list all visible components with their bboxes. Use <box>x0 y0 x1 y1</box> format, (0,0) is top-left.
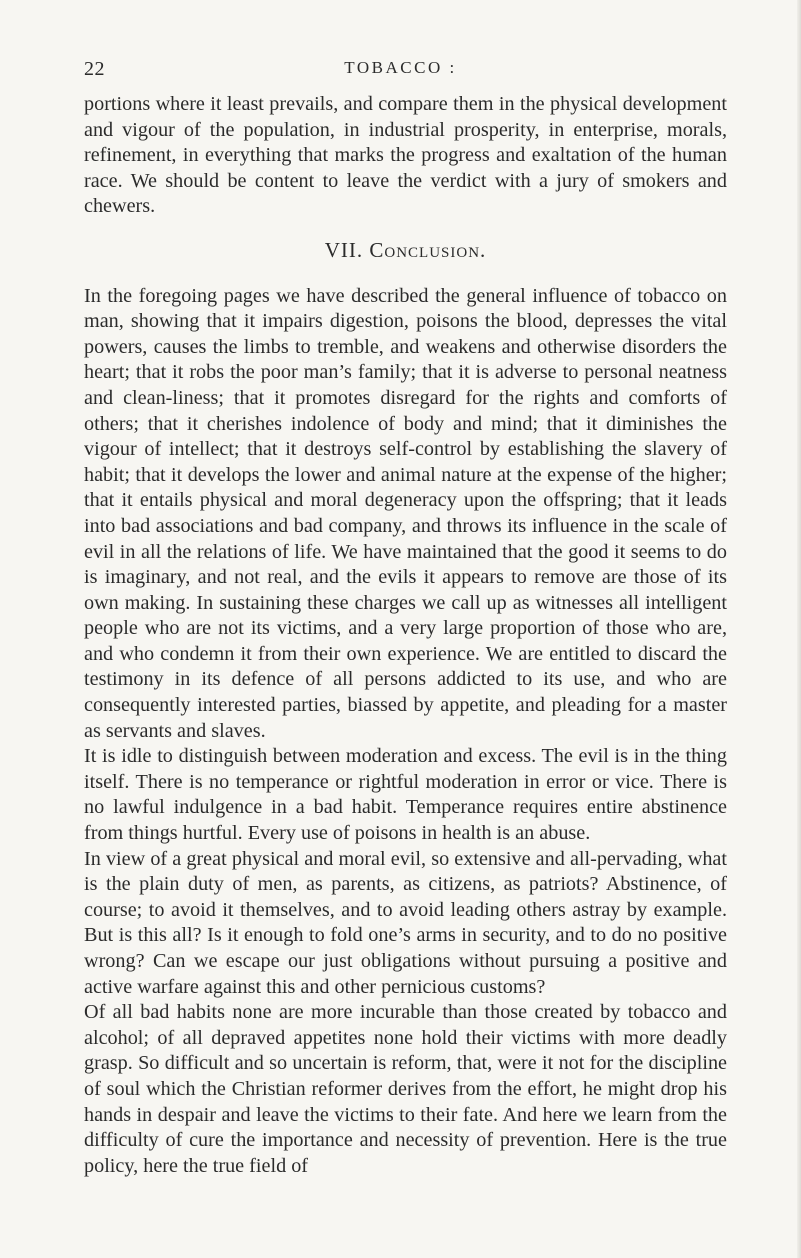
page-edge <box>797 0 801 1258</box>
body-text <box>84 92 727 1179</box>
paragraph: In the foregoing pages we have described the general influence of tobacco on man, showing that it impairs digestion, poisons the blood, depresses the vital powers, causes the limbs to tremble, and weakens and otherwise disorders the heart; that it robs the poor man’s family; that it is adverse to personal neatness and clean-liness; that it promotes disregard for the rights and comforts of others; that it cherishes indolence of body and mind; that it diminishes the vigour of intellect; that it destroys self-control by establishing the slavery of habit; that it develops the lower and animal nature at the expense of the higher; that it entails physical and moral degeneracy upon the offspring; that it leads into bad associations and bad company, and throws its influence in the scale of evil in all the relations of life. We have maintained that the good it seems to do is imaginary, and not real, and the evils it appears to remove are those of its own making. In sustaining these charges we call up as witnesses all intelligent people who are not its victims, and a very large proportion of those who are, and who condemn it from their own experience. We are entitled to discard the testimony in its defence of all persons addicted to its use, and who are consequently interested parties, biassed by appetite, and pleading for a master as servants and slaves. <box>84 284 727 742</box>
paragraph: Of all bad habits none are more incurable than those created by tobacco and alcohol; of all depraved appetites none hold their victims with more deadly grasp. So difficult and so uncertain is reform, that, were it not for the discipline of soul which the Christian reformer derives from the effort, he might drop his hands in despair and leave the victims to their fate. And here we learn from the difficulty of cure the importance and necessity of prevention. Here is the true policy, here the true field of <box>84 1001 727 1177</box>
page-number: 22 <box>84 58 105 80</box>
running-head: TOBACCO : <box>344 58 457 77</box>
section-heading: VII. Conclusion. <box>324 237 487 262</box>
paragraph: In view of a great physical and moral evil, so extensive and all-pervading, what is the plain duty of men, as parents, as citizens, as patriots? Abstinence, of course; to avoid it themselves, and to avoid leading others astray by example. But is this all? Is it enough to fold one’s arms in security, and to do no positive wrong? Can we escape our just obligations without pursuing a positive and active warfare against this and other pernicious customs? <box>84 847 727 998</box>
paragraph: It is idle to distinguish between moderation and excess. The evil is in the thing itself. There is no temperance or rightful moderation in error or vice. There is no lawful indulgence in a bad habit. Temperance requires entire abstinence from things hurtful. Every use of poisons in health is an abuse. <box>84 745 727 845</box>
paragraph-continuation: portions where it least prevails, and compare them in the physical development and vigour of the population, in industrial prosperity, in enterprise, morals, refinement, in everything that marks the progress and exaltation of the human race. We should be content to leave the verdict with a jury of smokers and chewers. <box>84 93 727 218</box>
